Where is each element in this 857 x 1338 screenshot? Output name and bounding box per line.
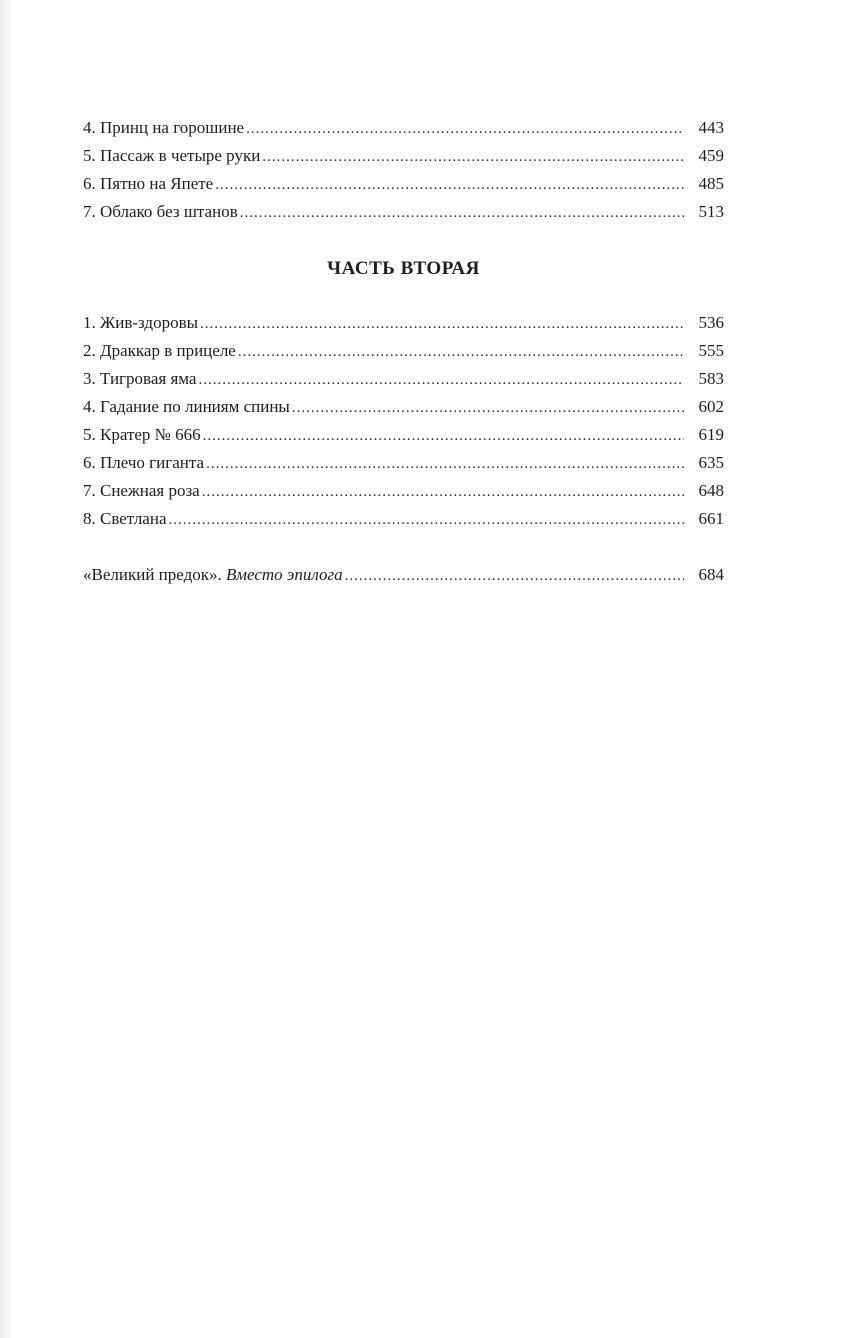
toc-entry[interactable] [83, 365, 724, 393]
toc-entry-page: 555 [698, 341, 724, 360]
toc-entry-page: 648 [698, 481, 724, 500]
toc-leader-dots [262, 143, 684, 171]
toc-entry[interactable] [83, 421, 724, 449]
toc-leader-dots [345, 562, 684, 590]
toc-entry-page: 684 [698, 565, 724, 584]
toc-entry-title: 3. Тигровая яма [83, 369, 197, 388]
toc-epilogue [83, 561, 724, 589]
toc-entry-page: 513 [698, 202, 724, 221]
toc-entry[interactable] [83, 142, 724, 170]
toc-entry-page: 619 [698, 425, 724, 444]
toc-leader-dots [206, 450, 684, 478]
toc-entry-page: 635 [698, 453, 724, 472]
toc-leader-dots [200, 310, 684, 338]
toc-entry-page: 485 [698, 174, 724, 193]
toc-leader-dots [202, 478, 684, 506]
toc-entry-title: 1. Жив-здоровы [83, 313, 199, 332]
epilogue-subtitle: Вместо эпилога [226, 565, 343, 584]
toc-entry-page: 459 [698, 146, 724, 165]
toc-leader-dots [240, 199, 684, 227]
toc-entry-title: 7. Облако без штанов [83, 202, 238, 221]
toc-entry-title: 6. Пятно на Япете [83, 174, 214, 193]
toc-entry-title [83, 561, 345, 589]
toc-leader-dots [169, 506, 685, 534]
toc-entry-page: 536 [698, 313, 724, 332]
toc-entry-title: 4. Принц на горошине [83, 118, 245, 137]
toc-entry[interactable] [83, 337, 724, 365]
toc-entry-title: 8. Светлана [83, 509, 167, 528]
toc-leader-dots [238, 338, 684, 366]
toc-entry[interactable] [83, 198, 724, 226]
toc-entry-page: 583 [698, 369, 724, 388]
toc-leader-dots [215, 171, 684, 199]
page-edge-shadow [0, 0, 14, 1338]
toc-entry-title: 5. Кратер № 666 [83, 425, 201, 444]
toc-leader-dots [198, 366, 684, 394]
toc-entry[interactable] [83, 505, 724, 533]
toc-part-two [83, 309, 724, 533]
toc-entry[interactable] [83, 477, 724, 505]
toc-entry-page: 443 [698, 118, 724, 137]
toc-entry-epilogue[interactable] [83, 561, 724, 589]
toc-entry[interactable] [83, 393, 724, 421]
toc-entry-page: 602 [698, 397, 724, 416]
toc-entry-title: 2. Драккар в прицеле [83, 341, 236, 360]
toc-entry[interactable] [83, 170, 724, 198]
toc-part-one-tail [83, 114, 724, 226]
toc-leader-dots [203, 422, 684, 450]
toc-leader-dots [246, 115, 684, 143]
toc-entry[interactable] [83, 309, 724, 337]
toc-entry[interactable] [83, 114, 724, 142]
toc-entry-title: 4. Гадание по линиям спины [83, 397, 290, 416]
part-two-heading: ЧАСТЬ ВТОРАЯ [327, 258, 480, 279]
toc-entry-title: 7. Снежная роза [83, 481, 200, 500]
toc-entry[interactable] [83, 449, 724, 477]
toc-entry-title: 5. Пассаж в четыре руки [83, 146, 261, 165]
toc-entry-page: 661 [698, 509, 724, 528]
epilogue-title: «Великий предок». [83, 565, 222, 584]
toc-leader-dots [292, 394, 684, 422]
toc-entry-title: 6. Плечо гиганта [83, 453, 205, 472]
